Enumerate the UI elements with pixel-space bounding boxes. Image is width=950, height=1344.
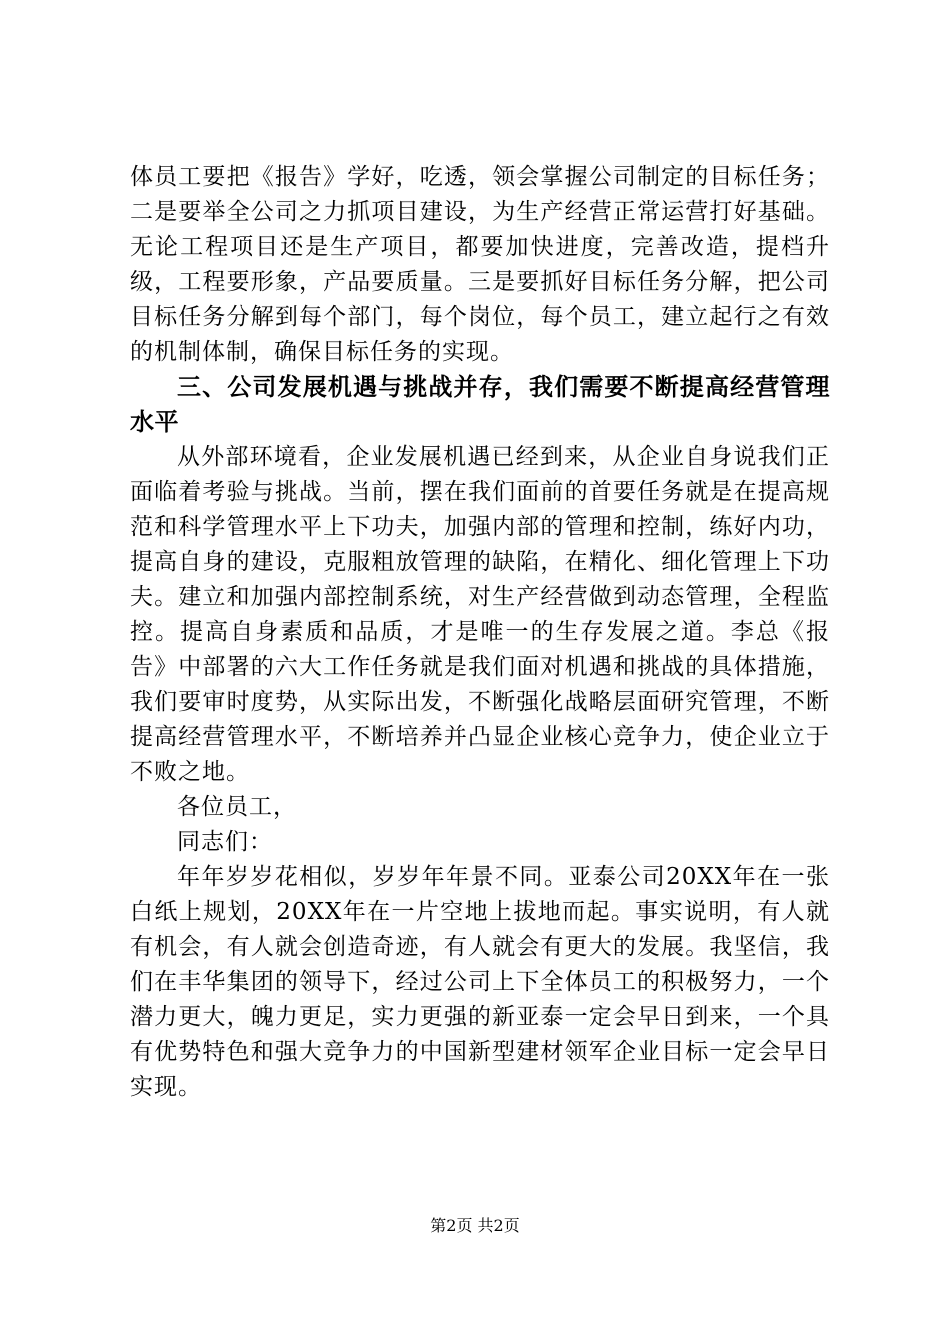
section-heading: 三、公司发展机遇与挑战并存，我们需要不断提高经营管理水平 [130,373,830,436]
paragraph-closing: 年年岁岁花相似，岁岁年年景不同。亚泰公司20XX年在一张白纸上规划，20XX年在一片空地上拔地而起。事实说明，有人就有机会，有人就会创造奇迹，有人就会有更大的发展。我坚信，我们在丰华集团的领导下，经过公司上下全体员工的积极努力，一个潜力更大，魄力更足，实力更强的新亚泰一定会早日到来，一个具有优势特色和强大竞争力的中国新型建材领军企业目标一定会早日实现。 [130,864,830,1100]
salutation-line: 各位员工， [177,794,297,820]
paragraph-body: 从外部环境看，企业发展机遇已经到来，从企业自身说我们正面临着考验与挑战。当前，摆在我们面前的首要任务就是在提高规范和科学管理水平上下功夫，加强内部的管理和控制，练好内功，提高自身的建设，克服粗放管理的缺陷，在精化、细化管理上下功夫。建立和加强内部控制系统，对生产经营做到动态管理，全程监控。提高自身素质和品质，才是唯一的生存发展之道。李总《报告》中部署的六大工作任务就是我们面对机遇和挑战的具体措施，我们要审时度势，从实际出发，不断强化战略层面研究管理，不断提高经营管理水平，不断培养并凸显企业核心竞争力，使企业立于不败之地。 [130,444,830,785]
page-number: 第2页 共2页 [430,1216,520,1235]
salutation-line: 同志们： [177,829,273,855]
paragraph-continuation: 体员工要把《报告》学好，吃透，领会掌握公司制定的目标任务；二是要举全公司之力抓项目建设，为生产经营正常运营打好基础。无论工程项目还是生产项目，都要加快进度，完善改造，提档升级，工程要形象，产品要质量。三是要抓好目标任务分解，把公司目标任务分解到每个部门，每个岗位，每个员工，建立起行之有效的机制体制，确保目标任务的实现。 [130,164,830,365]
document-body [130,160,830,1105]
